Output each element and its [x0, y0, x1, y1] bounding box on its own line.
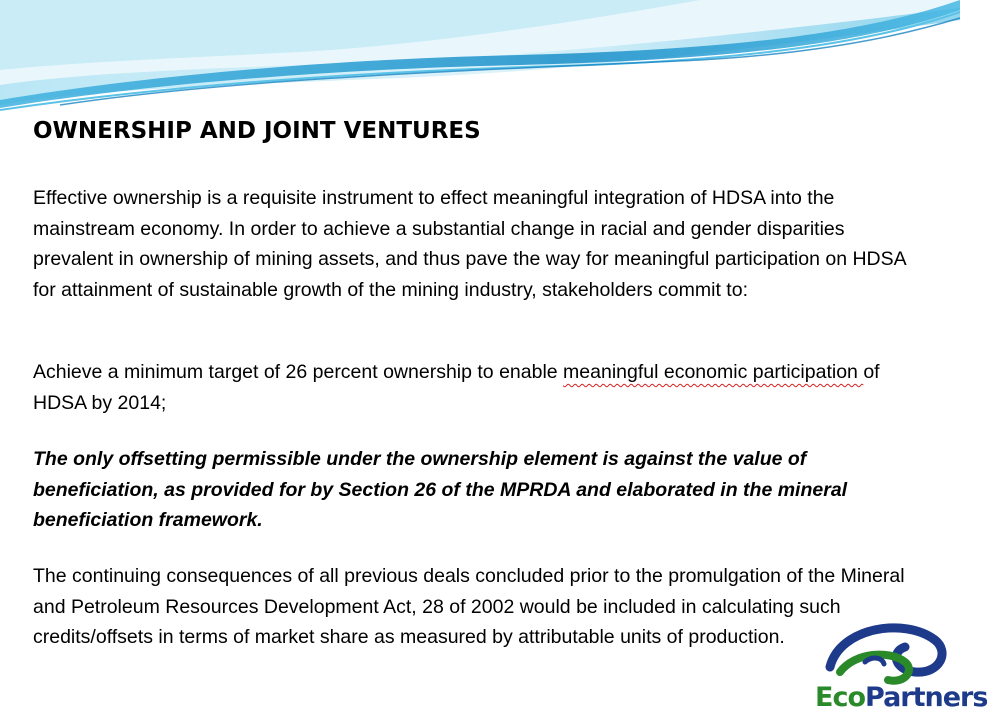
- paragraph-previous-deals: The continuing consequences of all previous deals concluded prior to the promulgation of the Mineral and Petroleum Resources Development Act, 28 of 2002 would be included in calculating such credits/offsets in terms of market share as measured by attributable units of production.: [33, 565, 905, 648]
- logo-partners-text: Partners: [865, 682, 987, 713]
- paragraph-ownership-target: [33, 357, 923, 418]
- ecopartners-logo-text: [815, 682, 987, 714]
- slide-title: OWNERSHIP AND JOINT VENTURES: [33, 118, 481, 144]
- spellcheck-flagged-phrase: meaningful economic participation: [563, 361, 864, 383]
- logo-eco-text: Eco: [815, 682, 865, 713]
- paragraph-ownership-intro: Effective ownership is a requisite instrument to effect meaningful integration of HDSA into the mainstream economy. In order to achieve a substantial change in racial and gender disparities prevalent in ownership of mining assets, and thus pave the way for meaningful participation on HDSA for attainment of sustainable growth of the mining industry, stakeholders commit to:: [33, 187, 906, 301]
- header-wave-decoration: [0, 0, 960, 125]
- target-text-end: of HDSA by 2014;: [33, 361, 880, 414]
- target-text-start: Achieve a minimum target of 26 percent ownership to enable: [33, 361, 564, 383]
- paragraph-offsetting-emphasis: The only offsetting permissible under the ownership element is against the value of beneficiation, as provided for by Section 26 of the MPRDA and elaborated in the mineral beneficiation framework.: [33, 448, 848, 531]
